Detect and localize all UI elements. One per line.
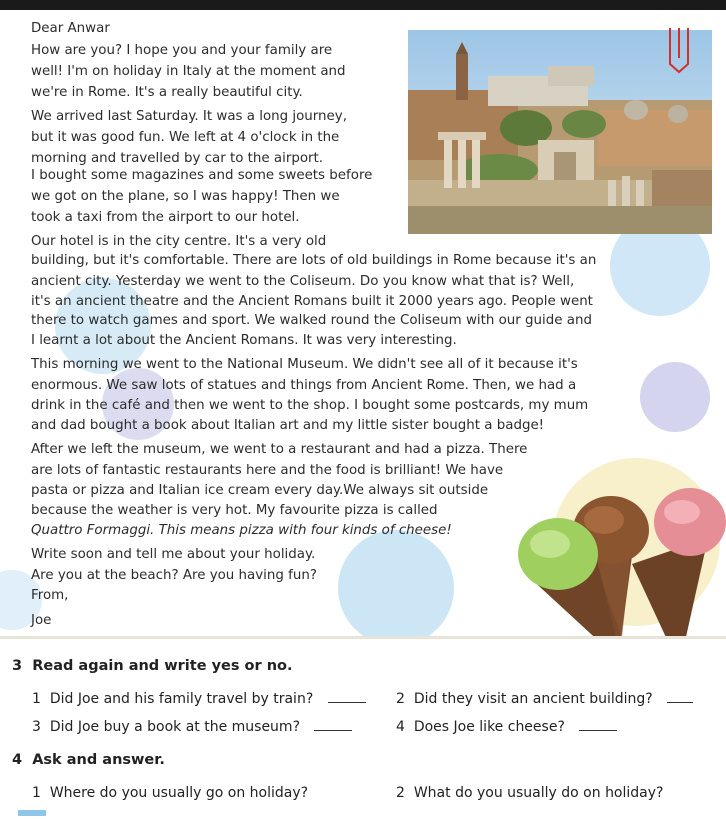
page-corner-tab [18, 810, 46, 816]
letter-line: Are you at the beach? Are you having fun? [31, 568, 317, 583]
decor-circle-blue [338, 530, 454, 636]
letter-line: but it was good fun. We left at 4 o'clock in the [31, 130, 340, 145]
letter-line: After we left the museum, we went to a restaurant and had a pizza. There [31, 442, 528, 457]
exercise-title: Ask and answer. [32, 752, 165, 768]
letter-line: we got on the plane, so I was happy! Then we [31, 189, 340, 204]
question-item [396, 785, 663, 801]
exercise-3-heading [12, 658, 293, 674]
letter-panel [0, 10, 726, 636]
letter-line: and dad bought a book about Italian art and my little sister bought a badge! [31, 418, 545, 433]
question-item [396, 690, 693, 707]
letter-line: This morning we went to the National Museum. We didn't see all of it because it's [31, 357, 578, 372]
ice-cream-cones-image [512, 468, 726, 636]
question-item [32, 785, 308, 801]
exercise-4-heading [12, 752, 165, 768]
letter-line: well! I'm on holiday in Italy at the moment and [31, 64, 346, 79]
letter-line: Our hotel is in the city centre. It's a very old [31, 234, 327, 249]
letter-line: we're in Rome. It's a really beautiful city. [31, 85, 303, 100]
question-number: 1 [32, 691, 41, 707]
question-number: 4 [396, 719, 405, 735]
exercise-title: Read again and write yes or no. [32, 658, 293, 674]
letter-line: morning and travelled by car to the airport. [31, 151, 324, 166]
letter-line: We arrived last Saturday. It was a long journey, [31, 109, 347, 124]
bookmark-ribbon-icon [668, 28, 690, 74]
answer-blank[interactable] [579, 718, 617, 731]
question-number: 2 [396, 691, 405, 707]
exercise-number: 3 [12, 658, 23, 674]
question-number: 2 [396, 785, 405, 801]
question-item [32, 690, 366, 707]
letter-line: I learnt a lot about the Ancient Romans. It was very interesting. [31, 333, 457, 348]
letter-line: I bought some magazines and some sweets before [31, 168, 373, 183]
question-text: Where do you usually go on holiday? [49, 785, 309, 801]
question-text: Did Joe and his family travel by train? [49, 691, 314, 707]
decor-circle-lavender [640, 362, 710, 432]
question-text: Did Joe buy a book at the museum? [49, 719, 300, 735]
letter-line: pasta or pizza and Italian ice cream every day.We always sit outside [31, 483, 489, 498]
letter-line: building, but it's comfortable. There are lots of old buildings in Rome because it's an [31, 253, 597, 268]
answer-blank[interactable] [667, 690, 693, 703]
question-number: 3 [32, 719, 41, 735]
question-item [32, 718, 352, 735]
rome-cityscape-image [408, 30, 712, 234]
letter-greeting: Dear Anwar [31, 21, 110, 36]
top-border [0, 0, 726, 10]
letter-line: ancient city. Yesterday we went to the Coliseum. Do you know what that is? Well, [31, 274, 575, 289]
letter-signoff: From, [31, 588, 69, 603]
letter-line: it's an ancient theatre and the Ancient Romans built it 2000 years ago. People went [31, 294, 593, 309]
letter-line: because the weather is very hot. My favourite pizza is called [31, 503, 438, 518]
letter-line: are lots of fantastic restaurants here and the food is brilliant! We have [31, 463, 504, 478]
question-text: Did they visit an ancient building? [413, 691, 653, 707]
letter-line: enormous. We saw lots of statues and things from Ancient Rome. Then, we had a [31, 378, 577, 393]
letter-line: there to watch games and sport. We walked round the Coliseum with our guide and [31, 313, 592, 328]
answer-blank[interactable] [328, 690, 366, 703]
rome-photo [408, 30, 712, 234]
exercise-number: 4 [12, 752, 23, 768]
letter-line: How are you? I hope you and your family are [31, 43, 333, 58]
letter-line: Write soon and tell me about your holiday. [31, 547, 316, 562]
question-item [396, 718, 617, 735]
letter-line: drink in the café and then we went to the shop. I bought some postcards, my mum [31, 398, 589, 413]
letter-line: Quattro Formaggi. This means pizza with four kinds of cheese! [31, 523, 452, 538]
letter-signature: Joe [31, 613, 52, 628]
question-text: Does Joe like cheese? [413, 719, 565, 735]
answer-blank[interactable] [314, 718, 352, 731]
question-number: 1 [32, 785, 41, 801]
question-text: What do you usually do on holiday? [413, 785, 664, 801]
letter-line: took a taxi from the airport to our hotel. [31, 210, 300, 225]
